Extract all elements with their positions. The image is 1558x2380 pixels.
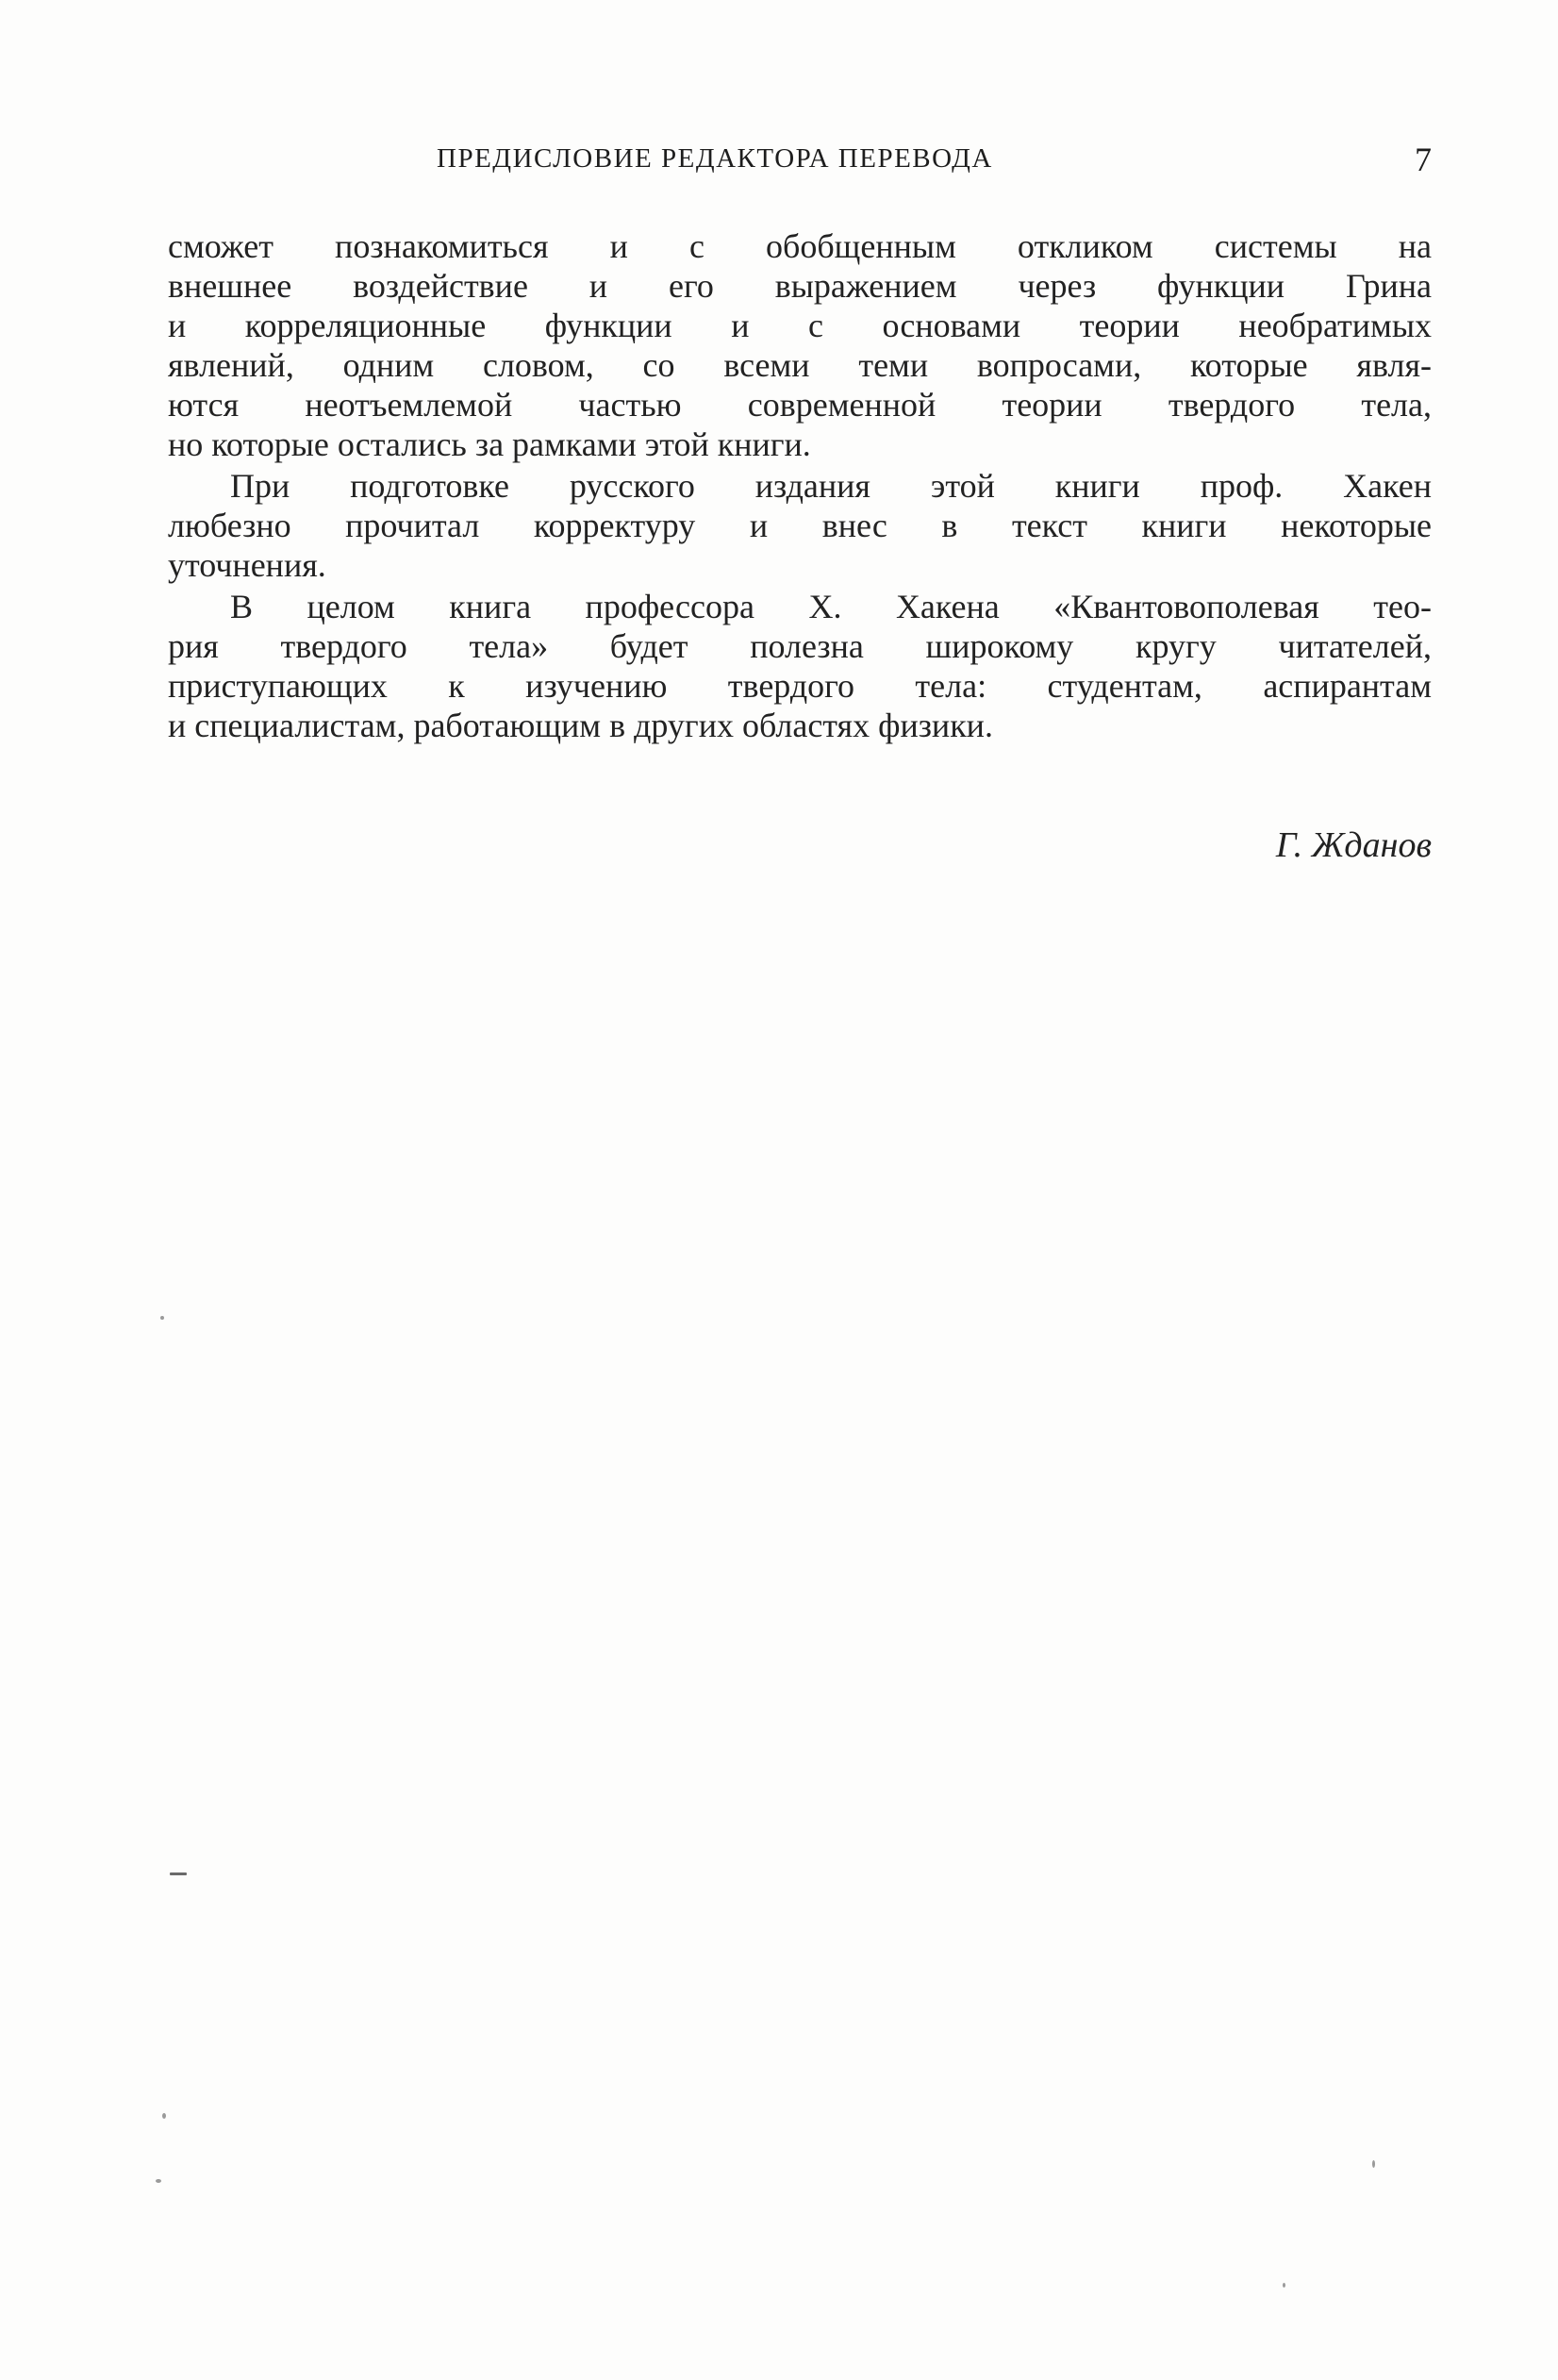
text-line: сможет познакомиться и с обобщенным откликом системы на bbox=[168, 227, 1432, 265]
scan-speck bbox=[156, 2179, 161, 2183]
main-text bbox=[168, 226, 1432, 745]
text-line: При подготовке русского издания этой книги проф. Хакен bbox=[230, 467, 1432, 505]
text-line: и специалистам, работающим в других областях физики. bbox=[168, 707, 993, 744]
text-line: рия твердого тела» будет полезна широкому кругу читателей, bbox=[168, 627, 1432, 665]
author-signature: Г. Жданов bbox=[1275, 825, 1432, 865]
scan-speck bbox=[1283, 2283, 1285, 2288]
text-line: и корреляционные функции и с основами теории необратимых bbox=[168, 307, 1432, 344]
text-line: В целом книга профессора Х. Хакена «Квантовополевая тео- bbox=[230, 588, 1432, 625]
text-line: явлений, одним словом, со всеми теми вопросами, которые явля- bbox=[168, 346, 1432, 384]
text-line: любезно прочитал корректуру и внес в текст книги некоторые bbox=[168, 507, 1432, 544]
page-number: 7 bbox=[1415, 141, 1432, 178]
text-line: приступающих к изучению твердого тела: студентам, аспирантам bbox=[168, 667, 1432, 705]
running-title: ПРЕДИСЛОВИЕ РЕДАКТОРА ПЕРЕВОДА bbox=[437, 143, 993, 174]
scan-speck bbox=[170, 1872, 187, 1875]
page-header bbox=[168, 143, 1432, 181]
paragraph-3 bbox=[168, 587, 1432, 745]
scan-speck bbox=[160, 1316, 164, 1320]
text-line: уточнения. bbox=[168, 546, 326, 584]
scan-speck bbox=[1372, 2160, 1375, 2168]
paragraph-1 bbox=[168, 226, 1432, 464]
text-line: внешнее воздействие и его выражением через функции Грина bbox=[168, 267, 1432, 305]
scan-speck bbox=[162, 2113, 166, 2119]
text-line: но которые остались за рамками этой книги. bbox=[168, 425, 811, 463]
text-line: ются неотъемлемой частью современной теории твердого тела, bbox=[168, 386, 1432, 424]
paragraph-2 bbox=[168, 466, 1432, 585]
